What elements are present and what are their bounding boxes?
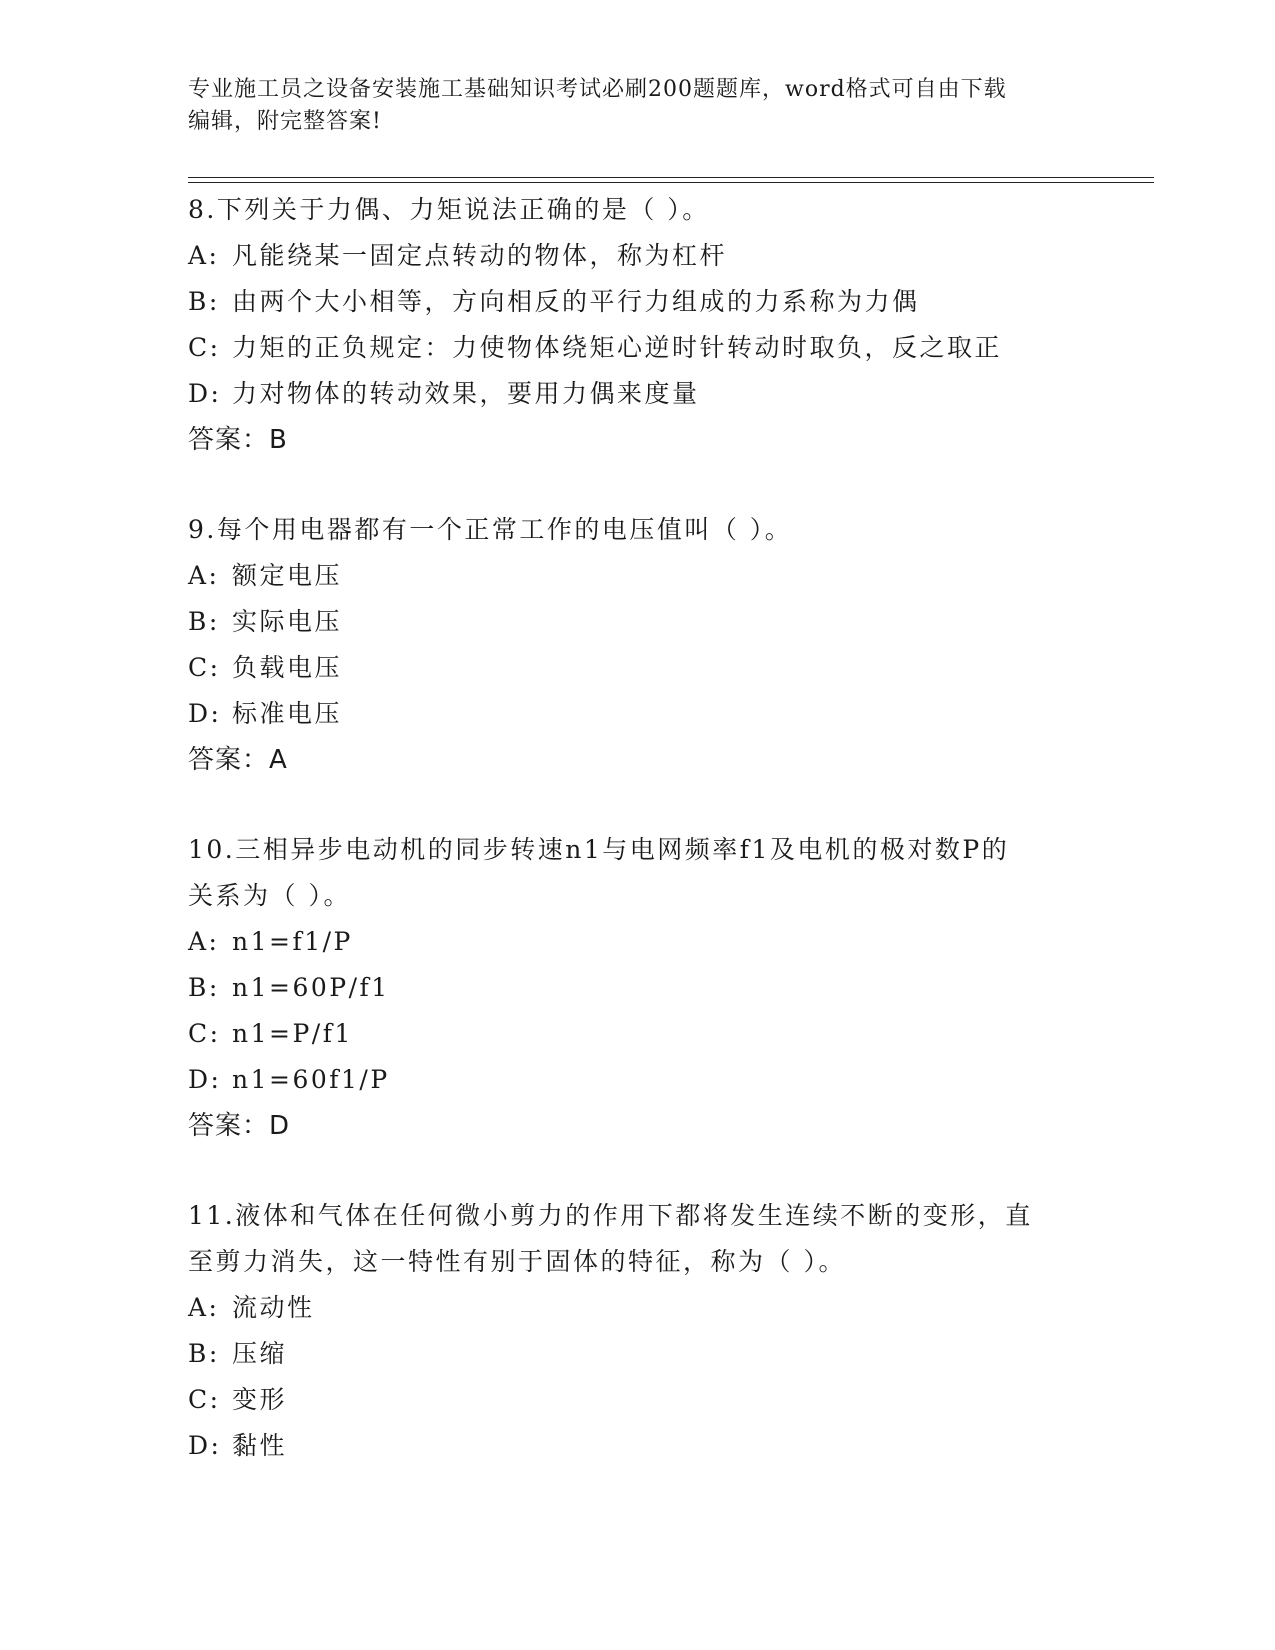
option-label: C: (188, 333, 221, 362)
option-b (188, 279, 1088, 325)
option-b (188, 599, 1088, 645)
option-text: 实际电压 (232, 607, 343, 636)
option-label: B: (188, 1339, 220, 1368)
option-text: 力矩的正负规定：力使物体绕矩心逆时针转动时取负，反之取正 (232, 333, 1003, 362)
option-c (188, 645, 1088, 691)
answer-text: 答案：A (188, 745, 288, 775)
option-a (188, 553, 1088, 599)
option-label: C: (188, 1019, 221, 1048)
option-label: D: (188, 1065, 222, 1094)
option-label: B: (188, 607, 220, 636)
question-text: 10.三相异步电动机的同步转速n1与电网频率f1及电机的极对数P的 (188, 835, 1010, 864)
question-text-continued: 关系为（ ）。 (188, 881, 351, 910)
option-label: C: (188, 1385, 221, 1414)
option-text: 标准电压 (232, 699, 343, 728)
option-text: n1=60f1/P (232, 1065, 390, 1094)
option-d (188, 1423, 1088, 1469)
option-text: 黏性 (232, 1431, 288, 1460)
option-text: 额定电压 (232, 561, 343, 590)
header-rule-bottom (188, 182, 1154, 183)
option-label: D: (188, 699, 222, 728)
question-text: 8.下列关于力偶、力矩说法正确的是（ ）。 (188, 195, 710, 224)
header-line-2: 编辑，附完整答案! (188, 109, 382, 134)
option-text: 凡能绕某一固定点转动的物体，称为杠杆 (232, 241, 728, 270)
option-a (188, 919, 1088, 965)
answer-text: 答案：D (188, 1111, 291, 1141)
option-a (188, 1285, 1088, 1331)
option-text: 力对物体的转动效果，要用力偶来度量 (232, 379, 700, 408)
question-list (188, 187, 1088, 1469)
option-b (188, 1331, 1088, 1377)
option-b (188, 965, 1088, 1011)
option-text: n1=60P/f1 (232, 973, 390, 1002)
option-label: A: (188, 927, 220, 956)
question-text: 9.每个用电器都有一个正常工作的电压值叫（ ）。 (188, 515, 793, 544)
option-d (188, 371, 1088, 417)
option-text: 流动性 (232, 1293, 315, 1322)
option-a (188, 233, 1088, 279)
option-label: C: (188, 653, 221, 682)
option-label: A: (188, 241, 220, 270)
option-text: 由两个大小相等，方向相反的平行力组成的力系称为力偶 (232, 287, 920, 316)
question-11 (188, 1193, 1088, 1469)
option-label: D: (188, 1431, 222, 1460)
option-text: 压缩 (232, 1339, 288, 1368)
option-text: 负载电压 (232, 653, 343, 682)
option-text: 变形 (232, 1385, 288, 1414)
option-c (188, 325, 1088, 371)
question-text: 11.液体和气体在任何微小剪力的作用下都将发生连续不断的变形，直 (188, 1201, 1033, 1230)
answer-text: 答案：B (188, 425, 288, 455)
option-c (188, 1011, 1088, 1057)
question-text-continued: 至剪力消失，这一特性有别于固体的特征，称为（ ）。 (188, 1247, 846, 1276)
option-label: D: (188, 379, 222, 408)
option-label: B: (188, 973, 220, 1002)
question-10 (188, 827, 1088, 1149)
header-rule-top (188, 177, 1154, 178)
question-8 (188, 187, 1088, 463)
option-label: A: (188, 1293, 220, 1322)
option-label: A: (188, 561, 220, 590)
question-9 (188, 507, 1088, 783)
option-text: n1=P/f1 (232, 1019, 353, 1048)
option-c (188, 1377, 1088, 1423)
option-label: B: (188, 287, 220, 316)
option-d (188, 691, 1088, 737)
document-header (188, 74, 1068, 138)
option-text: n1=f1/P (232, 927, 353, 956)
option-d (188, 1057, 1088, 1103)
header-line-1: 专业施工员之设备安装施工基础知识考试必刷200题题库，word格式可自由下载 (188, 77, 1007, 102)
